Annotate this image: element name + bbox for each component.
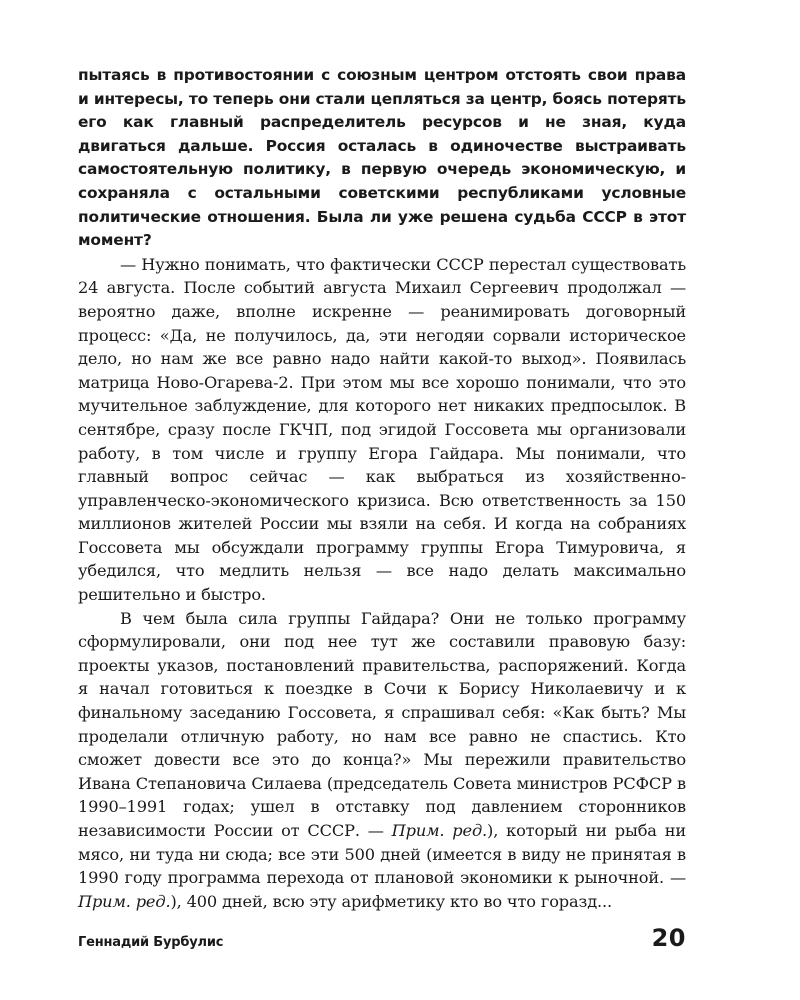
interview-question: пытаясь в противостоянии с союзным центром отстоять свои права и интересы, то теперь они стали цепляться за центр, боясь потерять его как главный распределитель ресурсов и не зная, куда двигаться дальше. Россия осталась в одиночестве выстраивать самостоятельную политику, в первую очередь экономическую, и сохраняла с остальными советскими республиками условные политические отношения. Была ли уже решена судьба СССР в этот момент?	[78, 66, 686, 250]
paragraph-2-text-3: ), 400 дней, всю эту арифметику кто во что горазд...	[170, 891, 613, 911]
page-body	[78, 64, 686, 913]
editor-note-1: Прим. ред.	[391, 821, 488, 840]
page-number: 20	[651, 924, 686, 952]
paragraph-2-text-1: В чем была сила группы Гайдара? Они не только программу сформулировали, они под нее тут же составили правовую базу: проекты указов, постановлений правительства, распоряжений. Когда я начал готовиться к поездке в Сочи к Борису Николаевичу и к финальному заседанию Госсовета, я спрашивал себя: «Как быть? Мы проделали отличную работу, но нам все равно не спастись. Кто сможет довести все это до конца?» Мы пережили правительство Ивана Степановича Силаева (председатель Совета министров РСФСР в 1990–1991 годах; ушел в отставку под давлением сторонников независимости России от СССР. —	[78, 608, 686, 840]
page-footer	[78, 924, 686, 952]
answer-paragraph-1: — Нужно понимать, что фактически СССР перестал существовать 24 августа. После событий августа Михаил Сергеевич продолжал — вероятно даже, вполне искренне — реанимировать договорный процесс: «Да, не получилось, да, эти негодяи сорвали историческое дело, но нам же все равно надо найти какой-то выход». Появилась матрица Ново-Огарева-2. При этом мы все хорошо понимали, что это мучительное заблуждение, для которого нет никаких предпосылок. В сентябре, сразу после ГКЧП, под эгидой Госсовета мы организовали работу, в том числе и группу Егора Гайдара. Мы понимали, что главный вопрос сейчас — как выбраться из хозяйственно-управленческо-экономического кризиса. Всю ответственность за 150 миллионов жителей России мы взяли на себя. И когда на собраниях Госсовета мы обсуждали программу группы Егора Тимуровича, я убедился, что медлить нельзя — все надо делать максимально решительно и быстро.	[78, 254, 686, 605]
editor-note-2: Прим. ред.	[78, 891, 171, 911]
answer-paragraph-2	[78, 607, 686, 914]
paragraph-2-text-2: ), который ни рыба ни мясо, ни туда ни сюда; все эти 500 дней (имеется в виду не принятая в 1990 году программа перехода от плановой экономики к рыночной. —	[78, 821, 686, 888]
running-footer-author: Геннадий Бурбулис	[78, 935, 224, 950]
